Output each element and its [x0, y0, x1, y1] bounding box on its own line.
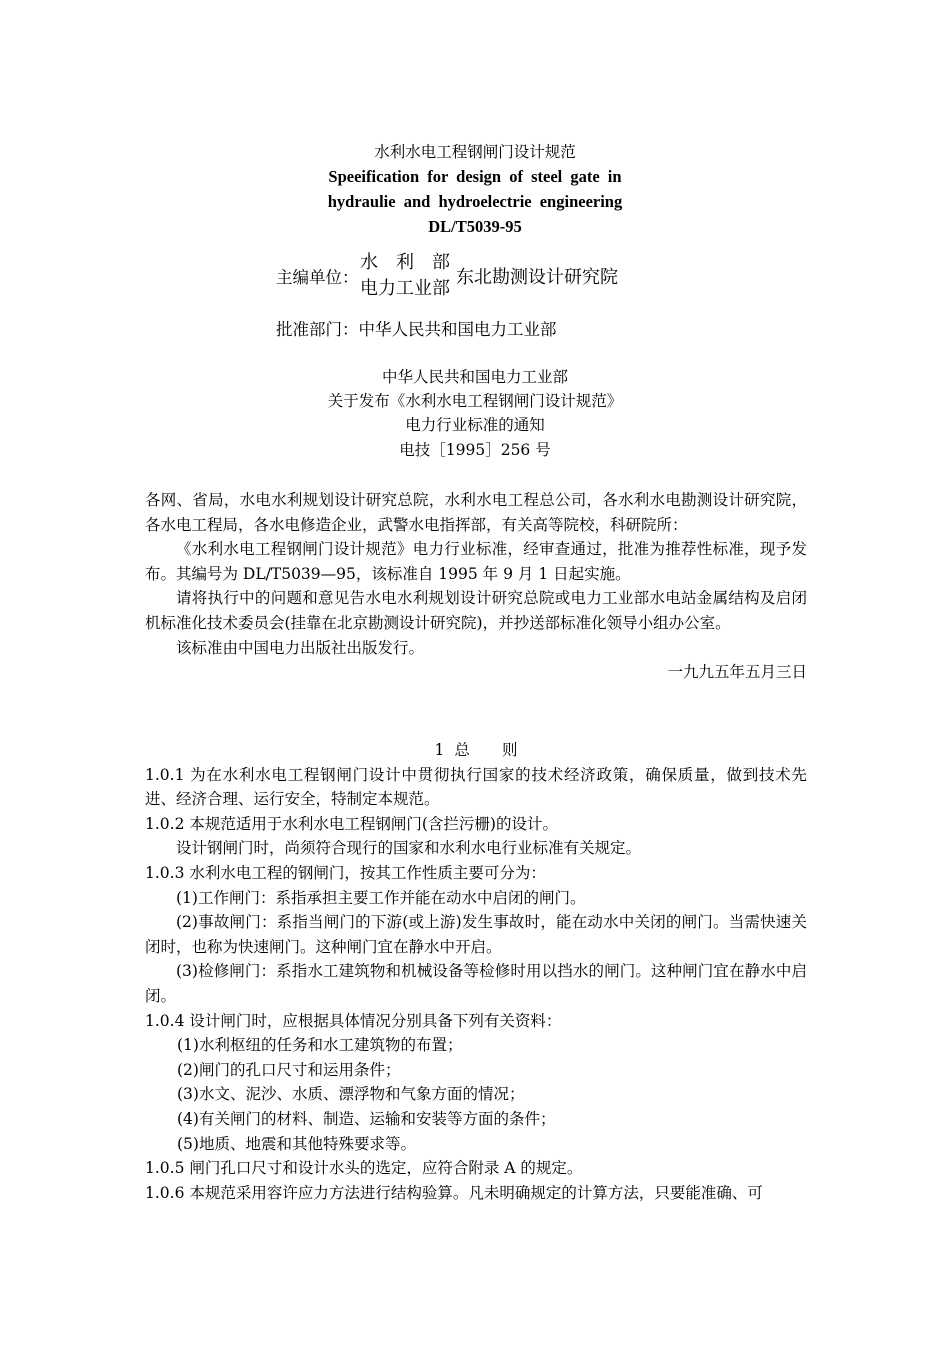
title-en-line-1: Speeification for design of steel gate in [328, 167, 622, 186]
clause-1-0-2-note: 设计钢闸门时，尚须符合现行的国家和水利水电行业标准有关规定。 [176, 839, 642, 858]
clause-1-0-4-item: (4)有关闸门的材料、制造、运输和安装等方面的条件； [177, 1109, 556, 1128]
notice-document-number: 电技［1995］256 号 [399, 441, 551, 459]
notice-title: 关于发布《水利水电工程钢闸门设计规范》 [327, 392, 623, 410]
clause-1-0-3-item: (2)事故闸门：系指当闸门的下游(或上游)发生事故时，能在动水中关闭的闸门。当需快速关闭时，也称为快速闸门。这种闸门宜在静水中开启。 [145, 913, 807, 956]
standard-code: DL/T5039-95 [428, 217, 522, 236]
clause-1-0-4: 1.0.4 设计闸门时，应根据具体情况分别具备下列有关资料： [145, 1011, 562, 1030]
section-general [145, 738, 807, 1205]
notice-body [145, 488, 807, 685]
notice-paragraph: 请将执行中的问题和意见告水电水利规划设计研究总院或电力工业部水电站金属结构及启闭机标准化技术委员会(挂靠在北京勘测设计研究院)，并抄送部标准化领导小组办公室。 [145, 589, 807, 632]
notice-paragraph: 该标准由中国电力出版社出版发行。 [176, 638, 425, 657]
clause-1-0-4-item: (1)水利枢纽的任务和水工建筑物的布置； [177, 1036, 463, 1055]
notice-subtitle: 电力行业标准的通知 [405, 416, 545, 434]
section-heading [145, 738, 807, 763]
clause-1-0-2: 1.0.2 本规范适用于水利水电工程钢闸门(含拦污栅)的设计。 [145, 814, 558, 833]
section-number: 1 [434, 741, 445, 759]
section-title-part-2: 则 [501, 741, 518, 759]
notice-date: 一九九五年五月三日 [667, 663, 807, 682]
clause-1-0-1: 1.0.1 为在水利水电工程钢闸门设计中贯彻执行国家的技术经济政策，确保质量，做到技术先进、经济合理、运行安全，特制定本规范。 [145, 765, 807, 809]
clause-1-0-6: 1.0.6 本规范采用容许应力方法进行结构验算。凡未明确规定的计算方法，只要能准确、可 [145, 1183, 763, 1202]
section-title-part-1: 总 [454, 741, 470, 759]
clause-1-0-4-item: (5)地质、地震和其他特殊要求等。 [177, 1134, 416, 1153]
clause-1-0-3: 1.0.3 水利水电工程的钢闸门，按其工作性质主要可分为： [145, 863, 546, 882]
editor-departments [360, 250, 450, 302]
clause-1-0-3-item: (1)工作闸门：系指承担主要工作并能在动水中启闭的闸门。 [176, 888, 586, 907]
notice-issuer: 中华人民共和国电力工业部 [381, 368, 568, 386]
title-en-line-2: hydraulie and hydroelectrie engineering [327, 192, 623, 211]
editor-institute: 东北勘测设计研究院 [456, 267, 618, 288]
clause-1-0-5: 1.0.5 闸门孔口尺寸和设计水头的选定，应符合附录 A 的规定。 [145, 1159, 583, 1178]
clause-1-0-3-item: (3)检修闸门：系指水工建筑物和机械设备等检修时用以挡水的闸门。这种闸门宜在静水中启闭。 [145, 962, 807, 1005]
notice-paragraph: 《水利水电工程钢闸门设计规范》电力行业标准，经审查通过，批准为推荐性标准，现予发布。其编号为 DL/T5039—95，该标准自 1995 年 9 月 1 日起实施。 [145, 540, 807, 583]
clause-1-0-4-item: (3)水文、泥沙、水质、漂浮物和气象方面的情况； [177, 1085, 525, 1104]
notice-recipients: 各网、省局，水电水利规划设计研究总院，水利水电工程总公司，各水利水电勘测设计研究院，各水电工程局，各水电修造企业，武警水电指挥部，有关高等院校，科研院所： [145, 491, 807, 534]
clause-1-0-4-item: (2)闸门的孔口尺寸和运用条件； [177, 1060, 401, 1079]
dept-water-resources: 水 利 部 [360, 252, 450, 273]
approval-department: 批准部门：中华人民共和国电力工业部 [276, 320, 557, 339]
dept-electric-power: 电力工业部 [360, 278, 450, 299]
editor-label: 主编单位： [276, 268, 359, 287]
title-cn: 水利水电工程钢闸门设计规范 [374, 143, 576, 161]
